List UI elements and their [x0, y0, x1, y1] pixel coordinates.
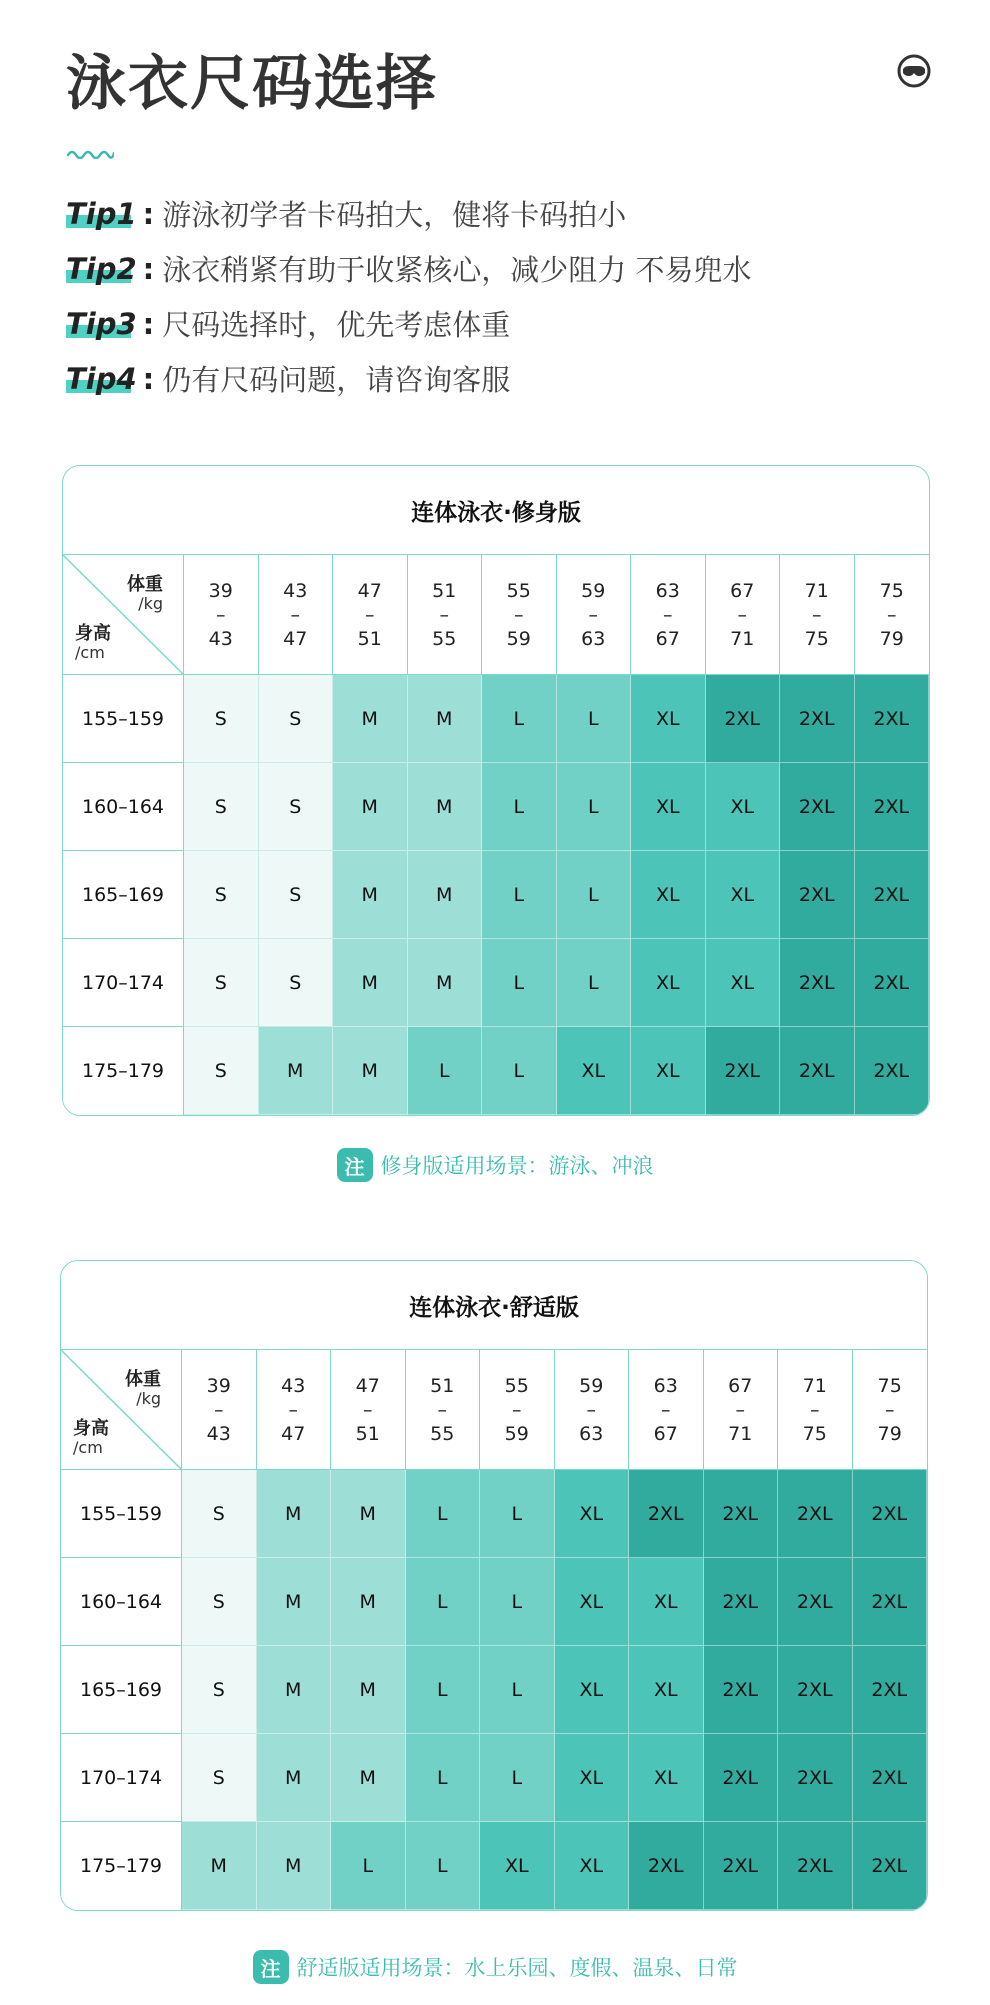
weight-range-header [557, 555, 632, 675]
size-cell: S [184, 675, 259, 763]
size-cell: 2XL [629, 1470, 704, 1558]
size-cell: L [406, 1822, 481, 1910]
weight-to: 59 [504, 1422, 529, 1445]
tip-item: Tip1 : 游泳初学者卡码拍大，健将卡码拍小 [66, 186, 752, 241]
size-cell: L [482, 1027, 557, 1115]
weight-range-header [780, 555, 855, 675]
page-title: 泳衣尺码选择 [66, 49, 438, 119]
size-cell: XL [706, 763, 781, 851]
tip-item: Tip4 : 仍有尺码问题，请咨询客服 [66, 351, 752, 406]
weight-range-header [706, 555, 781, 675]
weight-to: 59 [506, 627, 531, 650]
size-cell: L [408, 1027, 483, 1115]
size-cell: M [257, 1558, 332, 1646]
weight-dash: – [437, 1398, 447, 1421]
size-grid [61, 1350, 927, 1910]
weight-dash: – [661, 1398, 671, 1421]
height-unit: /cm [73, 1438, 103, 1457]
weight-to: 75 [804, 627, 829, 650]
weight-label: 体重 [125, 1369, 161, 1390]
tips-list [66, 186, 752, 406]
size-cell: L [331, 1822, 406, 1910]
size-cell: XL [555, 1822, 630, 1910]
weight-range-header [704, 1350, 779, 1470]
weight-range-header [555, 1350, 630, 1470]
weight-to: 43 [208, 627, 233, 650]
size-cell: M [331, 1734, 406, 1822]
size-cell: 2XL [855, 1027, 930, 1115]
size-cell: M [408, 851, 483, 939]
weight-dash: – [363, 1398, 373, 1421]
weight-dash: – [288, 1398, 298, 1421]
size-cell: S [259, 851, 334, 939]
weight-range-header [257, 1350, 332, 1470]
size-grid [63, 555, 929, 1115]
size-cell: S [184, 851, 259, 939]
weight-to: 55 [430, 1422, 455, 1445]
size-cell: 2XL [853, 1646, 928, 1734]
weight-from: 75 [877, 1374, 902, 1397]
size-cell: 2XL [855, 763, 930, 851]
size-cell: L [406, 1558, 481, 1646]
weight-dash: – [365, 603, 375, 626]
size-cell: 2XL [629, 1822, 704, 1910]
size-cell: XL [631, 763, 706, 851]
weight-to: 79 [879, 627, 904, 650]
weight-to: 51 [357, 627, 382, 650]
size-cell: L [482, 763, 557, 851]
tip-text: 泳衣稍紧有助于收紧核心，减少阻力 不易兜水 [162, 253, 752, 287]
size-cell: 2XL [704, 1646, 779, 1734]
tip-item: Tip2 : 泳衣稍紧有助于收紧核心，减少阻力 不易兜水 [66, 241, 752, 296]
size-cell: 2XL [855, 675, 930, 763]
height-range-label: 170–174 [61, 1734, 182, 1822]
size-cell: XL [631, 851, 706, 939]
note-text: 舒适版适用场景：水上乐园、度假、温泉、日常 [296, 1956, 738, 1980]
weight-dash: – [439, 603, 449, 626]
size-cell: 2XL [778, 1734, 853, 1822]
size-cell: 2XL [780, 675, 855, 763]
size-cell: M [333, 851, 408, 939]
size-cell: XL [555, 1558, 630, 1646]
weight-dash: – [810, 1398, 820, 1421]
size-cell: 2XL [778, 1470, 853, 1558]
size-cell: 2XL [780, 939, 855, 1027]
size-cell: XL [555, 1470, 630, 1558]
tip-label: Tip3 [66, 307, 141, 341]
weight-dash: – [887, 603, 897, 626]
weight-dash: – [216, 603, 226, 626]
corner-header [61, 1350, 182, 1470]
weight-dash: – [737, 603, 747, 626]
weight-dash: – [514, 603, 524, 626]
size-table-slim [62, 465, 930, 1116]
size-cell: L [557, 851, 632, 939]
weight-from: 55 [506, 579, 531, 602]
table-note [0, 1950, 990, 1984]
weight-range-header [333, 555, 408, 675]
size-cell: 2XL [706, 675, 781, 763]
size-cell: XL [480, 1822, 555, 1910]
size-cell: 2XL [778, 1558, 853, 1646]
weight-to: 63 [581, 627, 606, 650]
size-cell: M [257, 1734, 332, 1822]
weight-to: 63 [579, 1422, 604, 1445]
weight-from: 39 [208, 579, 233, 602]
size-cell: 2XL [853, 1558, 928, 1646]
size-cell: L [482, 939, 557, 1027]
size-cell: XL [555, 1646, 630, 1734]
size-cell: S [182, 1646, 257, 1734]
weight-range-header [853, 1350, 928, 1470]
weight-to: 71 [730, 627, 755, 650]
weight-range-header [855, 555, 930, 675]
size-cell: L [480, 1734, 555, 1822]
note-badge: 注 [337, 1148, 373, 1182]
height-label: 身高 [75, 623, 111, 644]
note-text: 修身版适用场景：游泳、冲浪 [380, 1154, 654, 1178]
size-cell: XL [706, 851, 781, 939]
weight-range-header [406, 1350, 481, 1470]
weight-from: 67 [728, 1374, 753, 1397]
height-range-label: 155–159 [61, 1470, 182, 1558]
size-cell: S [184, 939, 259, 1027]
weight-dash: – [663, 603, 673, 626]
weight-to: 67 [655, 627, 680, 650]
height-unit: /cm [75, 643, 105, 662]
size-cell: XL [629, 1558, 704, 1646]
height-range-label: 170–174 [63, 939, 184, 1027]
weight-dash: – [735, 1398, 745, 1421]
height-range-label: 175–179 [63, 1027, 184, 1115]
weight-to: 51 [355, 1422, 380, 1445]
weight-unit: /kg [138, 594, 163, 613]
weight-range-header [629, 1350, 704, 1470]
size-cell: L [480, 1558, 555, 1646]
size-cell: L [557, 939, 632, 1027]
weight-from: 43 [283, 579, 308, 602]
weight-from: 51 [430, 1374, 455, 1397]
weight-from: 59 [581, 579, 606, 602]
size-cell: M [257, 1822, 332, 1910]
weight-to: 47 [281, 1422, 306, 1445]
size-cell: XL [629, 1646, 704, 1734]
weight-range-header [631, 555, 706, 675]
size-cell: S [259, 763, 334, 851]
size-cell: M [331, 1470, 406, 1558]
size-cell: XL [555, 1734, 630, 1822]
table-note [0, 1148, 990, 1182]
weight-from: 59 [579, 1374, 604, 1397]
size-cell: M [259, 1027, 334, 1115]
weight-dash: – [588, 603, 598, 626]
tip-item: Tip3 : 尺码选择时，优先考虑体重 [66, 296, 752, 351]
size-cell: M [257, 1470, 332, 1558]
height-range-label: 165–169 [63, 851, 184, 939]
weight-range-header [482, 555, 557, 675]
size-cell: L [406, 1646, 481, 1734]
size-cell: 2XL [780, 763, 855, 851]
size-cell: XL [631, 675, 706, 763]
weight-range-header [182, 1350, 257, 1470]
size-cell: M [408, 939, 483, 1027]
size-cell: M [408, 763, 483, 851]
weight-from: 67 [730, 579, 755, 602]
weight-from: 63 [655, 579, 680, 602]
table-title: 连体泳衣·舒适版 [61, 1261, 927, 1350]
weight-from: 71 [802, 1374, 827, 1397]
weight-from: 63 [653, 1374, 678, 1397]
size-cell: 2XL [853, 1470, 928, 1558]
note-badge: 注 [253, 1950, 289, 1984]
size-cell: M [331, 1646, 406, 1734]
weight-unit: /kg [136, 1389, 161, 1408]
size-cell: 2XL [704, 1558, 779, 1646]
height-label: 身高 [73, 1418, 109, 1439]
weight-to: 75 [802, 1422, 827, 1445]
size-cell: M [257, 1646, 332, 1734]
height-range-label: 160–164 [63, 763, 184, 851]
size-cell: S [182, 1734, 257, 1822]
weight-to: 71 [728, 1422, 753, 1445]
size-cell: S [184, 1027, 259, 1115]
weight-from: 55 [504, 1374, 529, 1397]
weight-from: 47 [357, 579, 382, 602]
weight-to: 43 [206, 1422, 231, 1445]
weight-range-header [778, 1350, 853, 1470]
weight-label: 体重 [127, 574, 163, 595]
weight-dash: – [885, 1398, 895, 1421]
size-cell: M [333, 675, 408, 763]
size-cell: S [182, 1558, 257, 1646]
size-cell: XL [631, 939, 706, 1027]
size-table-comfort [60, 1260, 928, 1911]
tip-label: Tip4 [66, 362, 141, 396]
weight-dash: – [512, 1398, 522, 1421]
tip-label: Tip1 [66, 197, 141, 231]
weight-to: 67 [653, 1422, 678, 1445]
corner-header [63, 555, 184, 675]
weight-dash: – [290, 603, 300, 626]
size-cell: M [333, 1027, 408, 1115]
size-cell: L [406, 1470, 481, 1558]
size-cell: M [182, 1822, 257, 1910]
size-cell: 2XL [780, 851, 855, 939]
size-cell: 2XL [780, 1027, 855, 1115]
size-cell: M [331, 1558, 406, 1646]
weight-from: 47 [355, 1374, 380, 1397]
tip-label: Tip2 [66, 252, 141, 286]
tip-text: 尺码选择时，优先考虑体重 [162, 308, 511, 342]
weight-range-header [480, 1350, 555, 1470]
size-cell: L [557, 675, 632, 763]
weight-to: 55 [432, 627, 457, 650]
size-cell: M [333, 939, 408, 1027]
size-cell: L [480, 1470, 555, 1558]
size-cell: XL [706, 939, 781, 1027]
size-cell: 2XL [778, 1646, 853, 1734]
weight-from: 71 [804, 579, 829, 602]
goggles-icon [896, 53, 932, 89]
weight-from: 75 [879, 579, 904, 602]
weight-dash: – [214, 1398, 224, 1421]
size-cell: 2XL [704, 1734, 779, 1822]
size-cell: M [333, 763, 408, 851]
weight-dash: – [586, 1398, 596, 1421]
height-range-label: 175–179 [61, 1822, 182, 1910]
size-cell: S [182, 1470, 257, 1558]
weight-from: 39 [206, 1374, 231, 1397]
height-range-label: 160–164 [61, 1558, 182, 1646]
size-cell: XL [631, 1027, 706, 1115]
weight-range-header [184, 555, 259, 675]
size-cell: 2XL [853, 1734, 928, 1822]
weight-range-header [408, 555, 483, 675]
weight-from: 43 [281, 1374, 306, 1397]
tip-text: 仍有尺码问题，请咨询客服 [162, 363, 511, 397]
size-cell: L [482, 675, 557, 763]
size-cell: S [184, 763, 259, 851]
size-cell: XL [557, 1027, 632, 1115]
size-cell: 2XL [706, 1027, 781, 1115]
size-cell: 2XL [855, 939, 930, 1027]
height-range-label: 165–169 [61, 1646, 182, 1734]
size-cell: L [480, 1646, 555, 1734]
weight-from: 51 [432, 579, 457, 602]
weight-to: 79 [877, 1422, 902, 1445]
size-cell: L [406, 1734, 481, 1822]
size-cell: 2XL [853, 1822, 928, 1910]
height-range-label: 155–159 [63, 675, 184, 763]
weight-to: 47 [283, 627, 308, 650]
weight-dash: – [812, 603, 822, 626]
wave-icon [66, 147, 114, 159]
weight-range-header [259, 555, 334, 675]
weight-range-header [331, 1350, 406, 1470]
size-cell: L [482, 851, 557, 939]
tip-text: 游泳初学者卡码拍大，健将卡码拍小 [162, 198, 627, 232]
table-title: 连体泳衣·修身版 [63, 466, 929, 555]
size-cell: 2XL [704, 1470, 779, 1558]
size-cell: 2XL [855, 851, 930, 939]
size-cell: M [408, 675, 483, 763]
size-cell: 2XL [778, 1822, 853, 1910]
size-cell: L [557, 763, 632, 851]
size-cell: XL [629, 1734, 704, 1822]
size-cell: S [259, 939, 334, 1027]
size-cell: 2XL [704, 1822, 779, 1910]
size-cell: S [259, 675, 334, 763]
